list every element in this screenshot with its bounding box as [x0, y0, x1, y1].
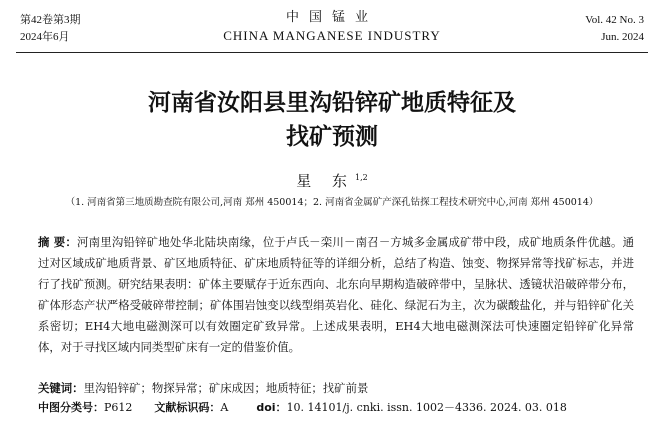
keywords-label: 关键词：	[38, 381, 84, 395]
classification-line	[38, 399, 658, 417]
header-center	[0, 10, 664, 46]
doi-label: doi：	[256, 401, 287, 414]
title-line-1: 河南省汝阳县里沟铅锌矿地质特征及	[148, 90, 516, 116]
affiliation: （1. 河南省第三地质勘查院有限公司,河南 郑州 450014；2. 河南省金属矿产深孔钻探工程技术研究中心,河南 郑州 450014）	[65, 197, 599, 208]
doc-code-value: A	[220, 401, 229, 414]
header-right	[585, 12, 644, 46]
author-name: 星 东	[296, 172, 356, 190]
doc-code-label: 文献标识码：	[154, 401, 221, 414]
clc-value: P612	[104, 401, 133, 414]
header-divider	[16, 52, 648, 53]
abstract	[38, 232, 634, 358]
volume-issue-cn: 第42卷第3期	[20, 14, 81, 26]
keywords	[38, 379, 634, 397]
journal-name-cn: 中国锰业	[285, 10, 378, 25]
keywords-text: 里沟铅锌矿；物探异常；矿床成因；地质特征；找矿前景	[83, 381, 369, 395]
abstract-text: 河南里沟铅锌矿地处华北陆块南缘，位于卢氏－栾川－南召－方城多金属成矿带中段，成矿地质条件优越。通过对区域成矿地质背景、矿区地质特征、矿床地质特征等的详细分析，总结了构造、蚀变、物探异常等找矿标志，并进行了找矿预测。研究结果表明：矿体主要赋存于近东西向、北东向早期构造破碎带中，呈脉状、透镜状沿破碎带分布，矿体形态产状严格受破碎带控制；矿体围岩蚀变以线型绢英岩化、硅化、绿泥石为主，次为碳酸盐化，并与铅锌矿化关系密切；EH4大地电磁测深可以有效圈定矿致异常。上述成果表明，EH4大地电磁测深法可快速圈定铅锌矿化异常体，对于寻找区域内同类型矿床有一定的借鉴价值。	[38, 235, 634, 354]
volume-issue-en: Vol. 42 No. 3	[585, 14, 644, 26]
author-affiliation-marks: 1,2	[355, 173, 368, 182]
journal-header	[0, 0, 664, 56]
author-line	[0, 170, 664, 191]
doi-value: 10. 14101/j. cnki. issn. 1002－4336. 2024. 03. 018	[286, 401, 567, 414]
date-en: Jun. 2024	[601, 31, 644, 43]
clc-label: 中图分类号：	[38, 401, 104, 414]
journal-name-en: CHINA MANGANESE INDUSTRY	[223, 28, 441, 43]
article-title	[0, 86, 664, 154]
abstract-label: 摘 要：	[38, 235, 78, 249]
date-cn: 2024年6月	[20, 31, 70, 43]
title-line-2: 找矿预测	[286, 124, 378, 150]
